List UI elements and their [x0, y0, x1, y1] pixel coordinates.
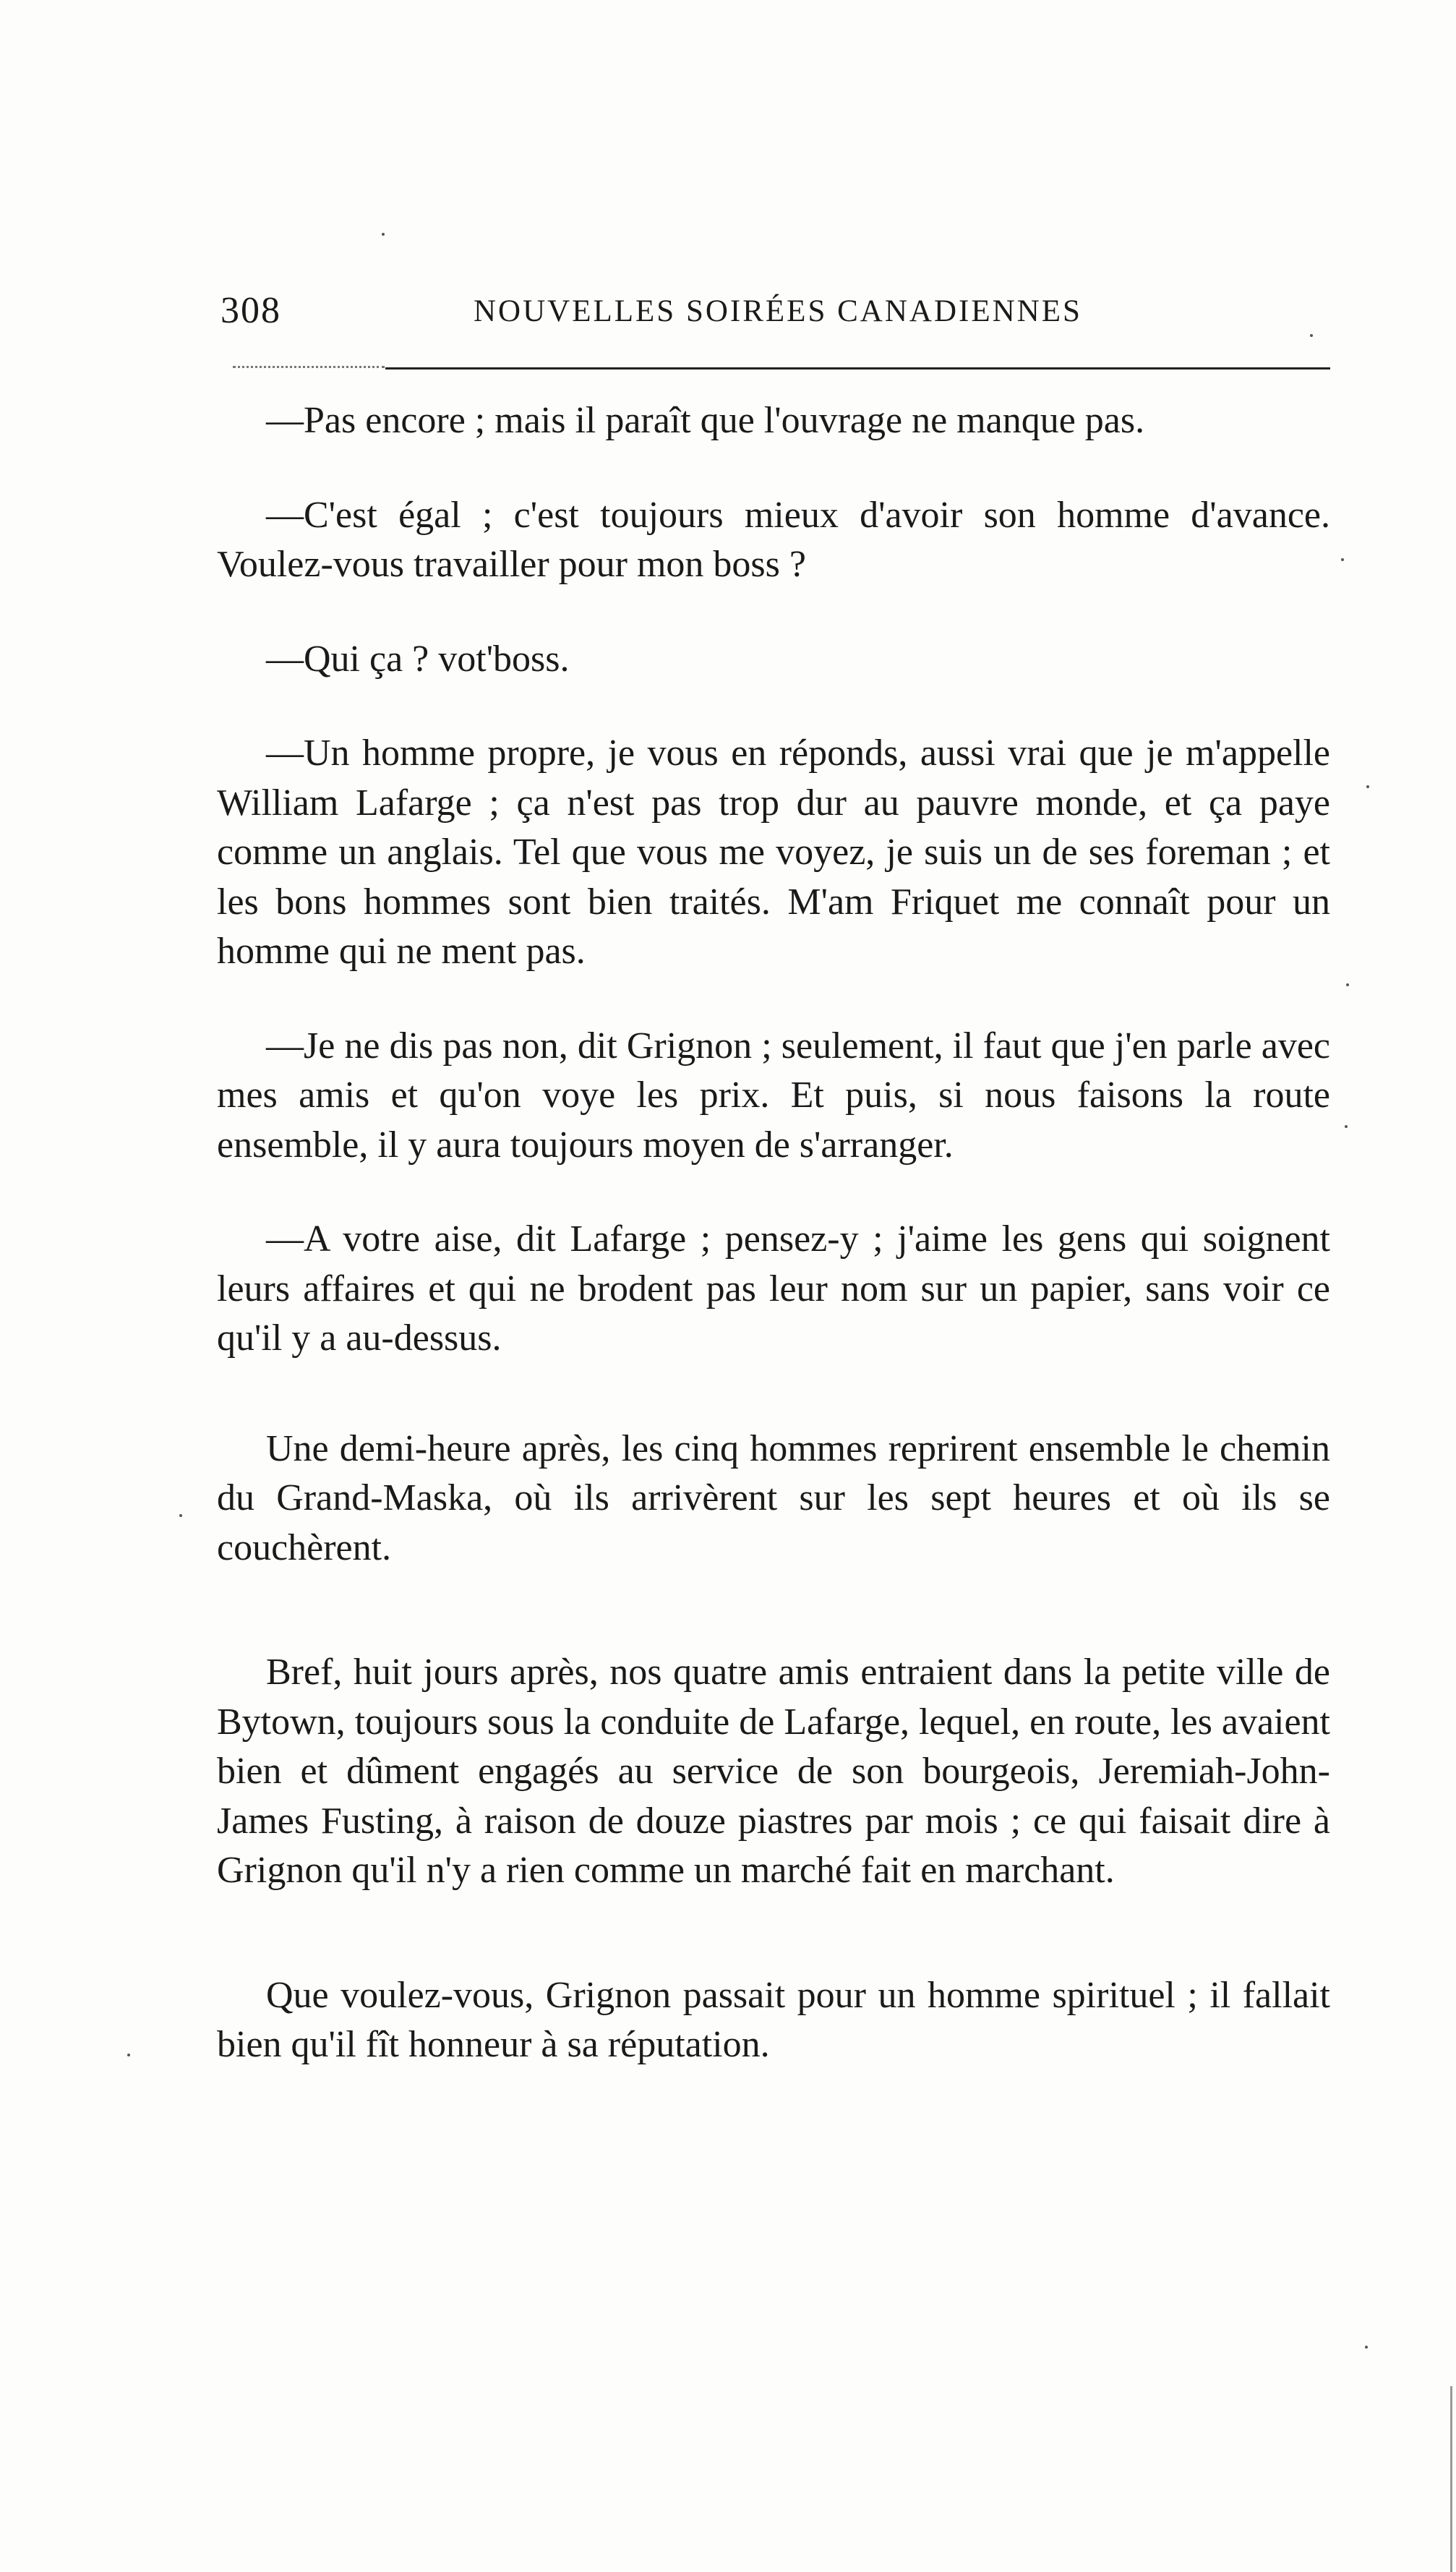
paragraph: —Je ne dis pas non, dit Grignon ; seulement, il faut que j'en parle avec mes amis et qu'on voye les prix. Et puis, si nous faisons la route ensemble, il y aura toujours moyen de s'arranger.: [217, 1025, 1330, 1166]
paragraph: Une demi-heure après, les cinq hommes reprirent ensemble le chemin du Grand-Maska, où ils arrivèrent sur les sept heures et où ils se couchèrent.: [217, 1427, 1330, 1568]
paragraph: Que voulez-vous, Grignon passait pour un homme spirituel ; il fallait bien qu'il fît honneur à sa réputation.: [217, 1974, 1330, 2065]
paragraph: —Un homme propre, je vous en réponds, aussi vrai que je m'appelle William Lafarge ; ça n'est pas trop dur au pauvre monde, et ça paye comme un anglais. Tel que vous me voyez, je suis un de ses foreman ; et les bons hommes sont bien traités. M'am Friquet me connaît pour un homme qui ne ment pas.: [217, 732, 1330, 972]
paragraph: Bref, huit jours après, nos quatre amis entraient dans la petite ville de Bytown, toujours sous la conduite de Lafarge, lequel, en route, les avaient bien et dûment engagés au service de son bourgeois, Jeremiah-John-James Fusting, à raison de douze piastres par mois ; ce qui faisait dire à Grignon qu'il n'y a rien comme un marché fait en marchant.: [217, 1652, 1330, 1891]
paragraph: —C'est égal ; c'est toujours mieux d'avoir son homme d'avance. Voulez-vous travailler pour mon boss ?: [217, 494, 1330, 585]
paragraph: —A votre aise, dit Lafarge ; pensez-y ; j'aime les gens qui soignent leurs affaires et qui ne brodent pas leur nom sur un papier, sans voir ce qu'il y a au-dessus.: [217, 1218, 1330, 1359]
page-number: 308: [220, 290, 281, 331]
paragraph: —Qui ça ? vot'boss.: [266, 638, 570, 680]
header-rule-dashes: [233, 366, 385, 371]
header-rule: [385, 367, 1330, 369]
paragraph: —Pas encore ; mais il paraît que l'ouvrage ne manque pas.: [266, 400, 1145, 441]
body-text: [217, 396, 1330, 2070]
running-header: [220, 289, 1330, 340]
running-title: NOUVELLES SOIRÉES CANADIENNES: [474, 294, 1082, 328]
scan-edge: [1450, 2386, 1452, 2572]
